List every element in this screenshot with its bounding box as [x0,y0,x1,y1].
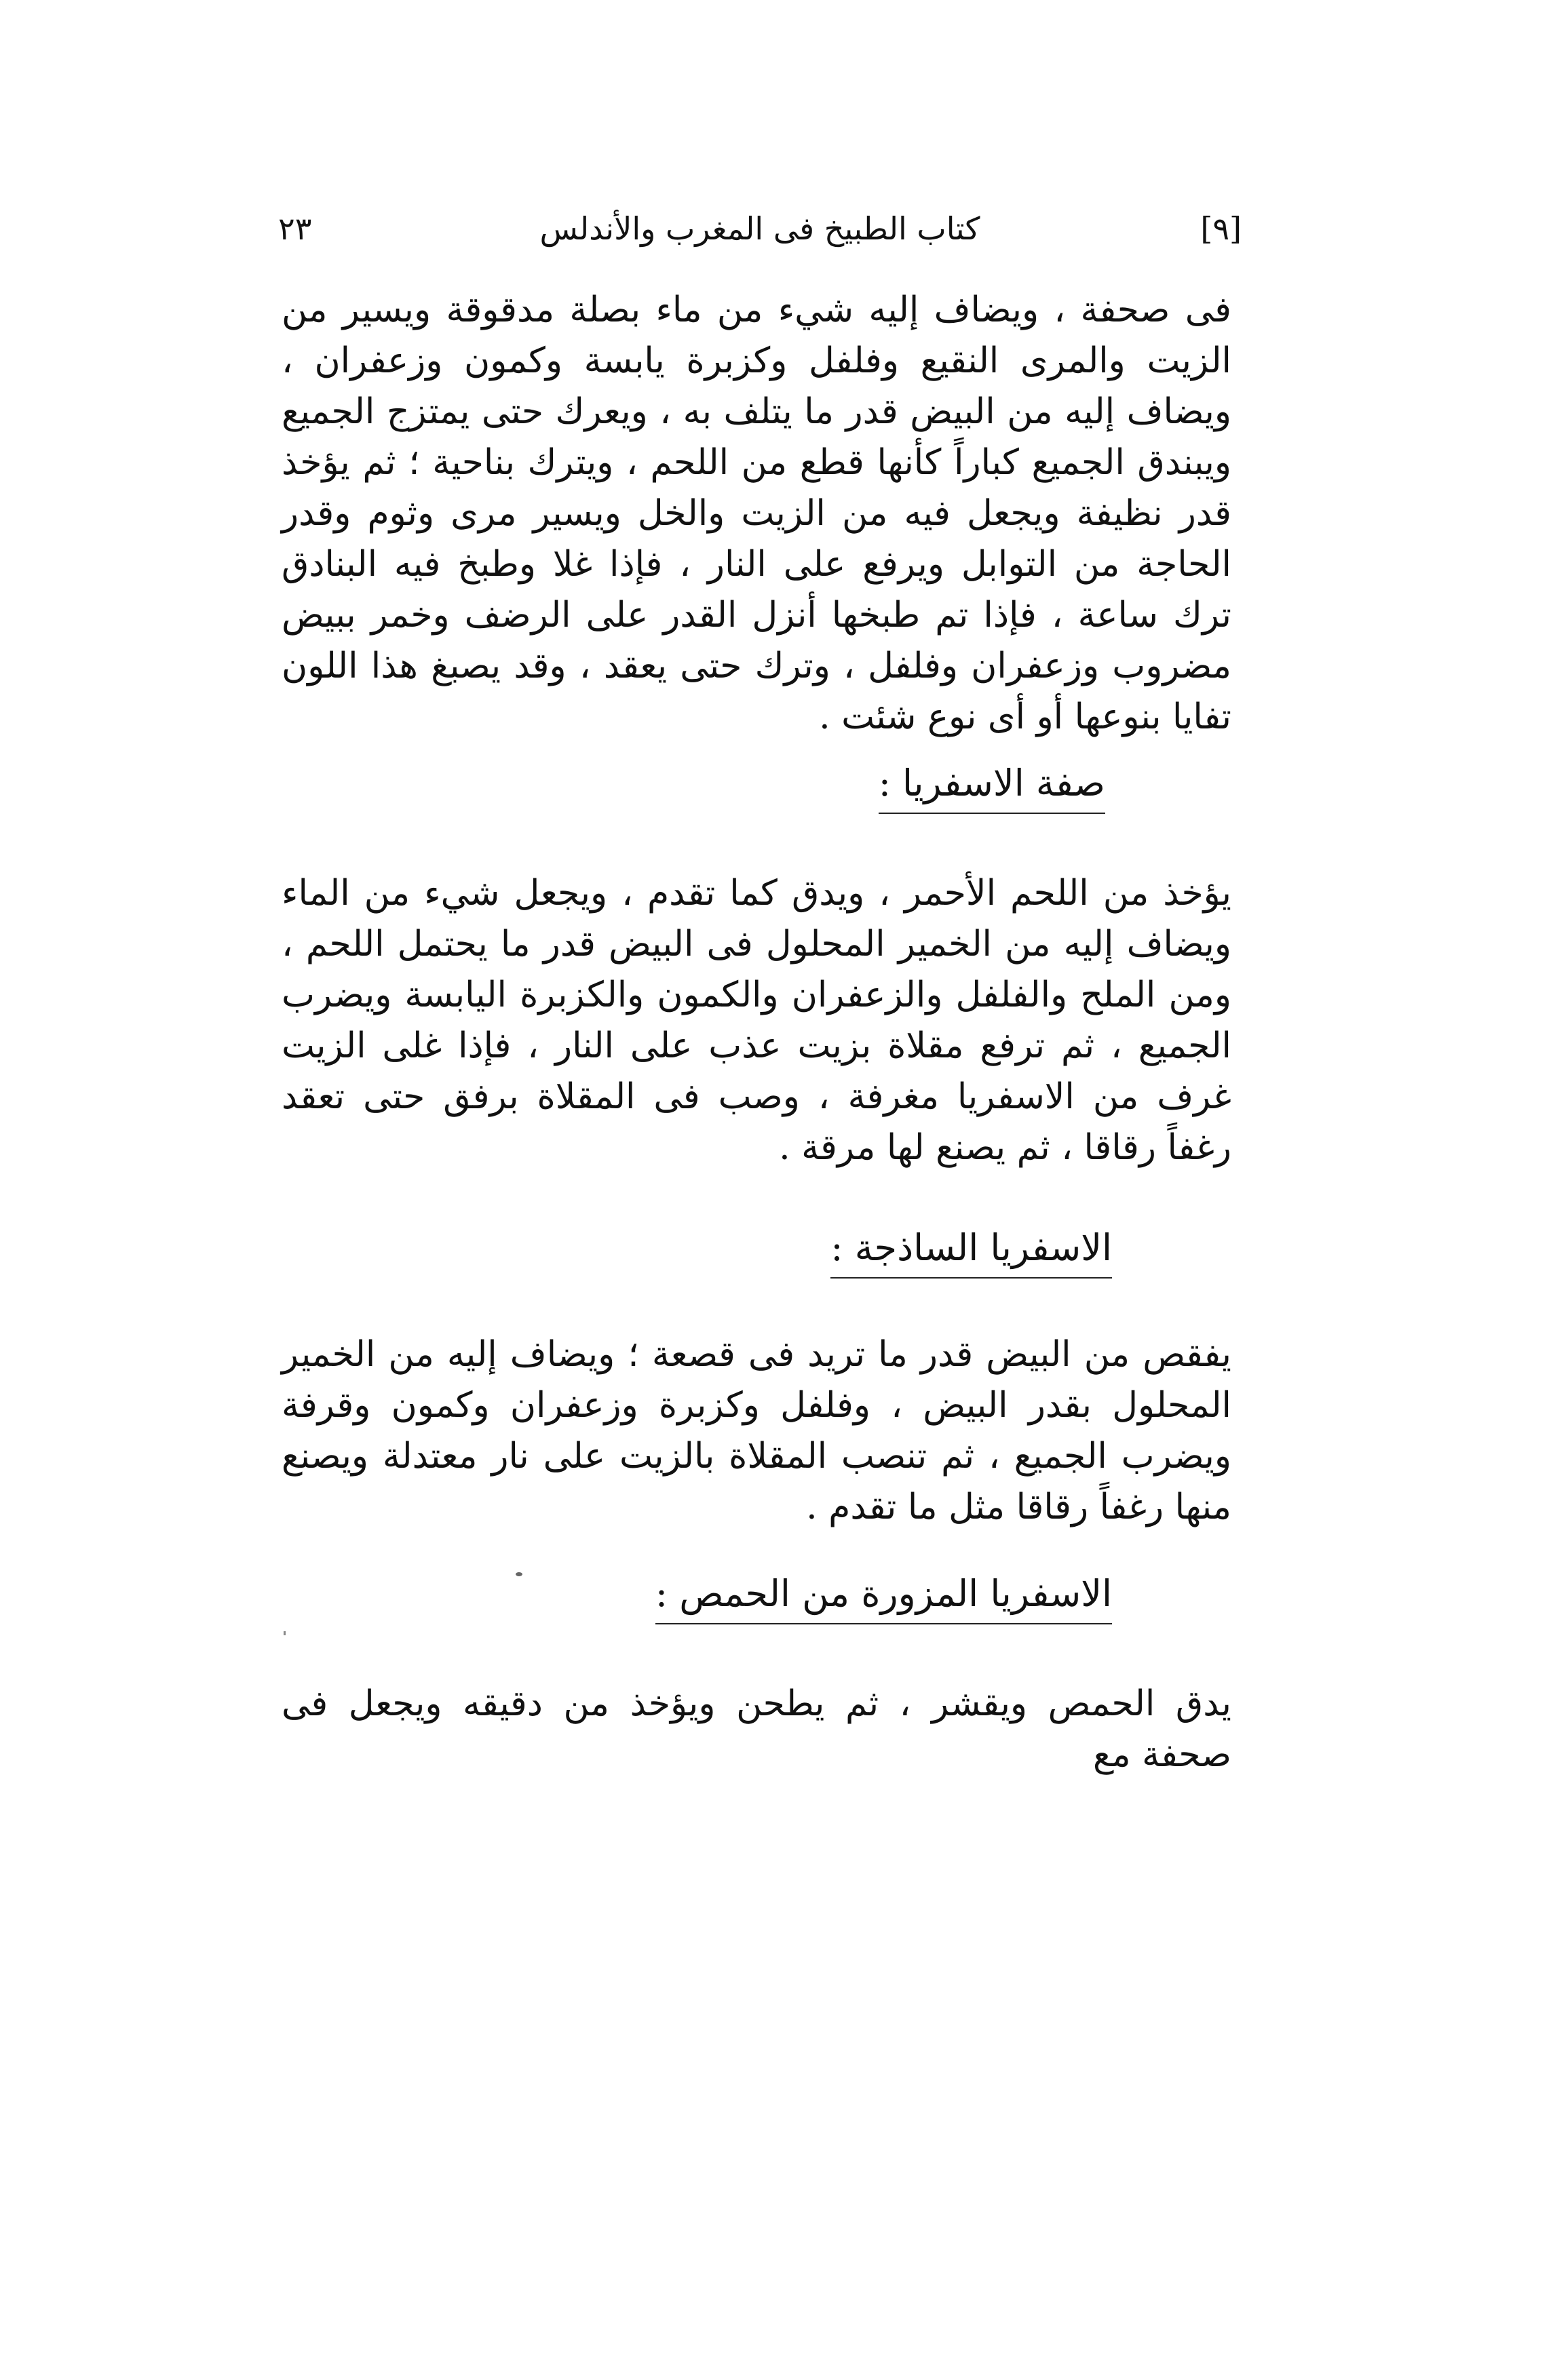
running-title: كتاب الطبيخ فى المغرب والأندلس [539,210,980,247]
section-body-mock-isfiriya: يدق الحمص ويقشر ، ثم يطحن ويؤخذ من دقيقه ويجعل فى صحفة مع [282,1683,1232,1775]
page-number: ٢٣ [278,210,312,247]
section-body-plain-isfiriya: يفقص من البيض قدر ما تريد فى قصعة ؛ ويضاف إليه من الخمير المحلول بقدر البيض ، وفلفل وكزبرة وزعفران وكمون وقرفة ويضرب الجميع ، ثم تنصب المقلاة بالزيت على نار معتدلة ويصنع منها رغفاً رقاقا مثل ما تقدم . [282,1334,1231,1527]
section-heading-mock-isfiriya: الاسفريا المزورة من الحمص : [655,1570,1112,1624]
section-heading-isfiriya: صفة الاسفريا : [879,760,1105,814]
section-body-isfiriya: يؤخذ من اللحم الأحمر ، ويدق كما تقدم ، ويجعل شيء من الماء ويضاف إليه من الخمير المحلول فى البيض قدر ما يحتمل اللحم ، ومن الملح والفلفل والزعفران والكمون والكزبرة اليابسة ويضرب الجميع ، ثم ترفع مقلاة بزيت عذب على النار ، فإذا غلى الزيت غرف من الاسفريا مغرفة ، وصب فى المقلاة برفق حتى تعقد رغفاً رقاقا ، ثم يصنع لها مرقة . [282,873,1231,1168]
ink-speck [516,1572,522,1576]
margin-mark [284,1631,286,1635]
chapter-number: [٩] [1200,210,1242,247]
page-header [278,203,1242,265]
intro-paragraph: فى صحفة ، ويضاف إليه شيء من ماء بصلة مدقوقة ويسير من الزيت والمرى النقيع وفلفل وكزبرة يابسة وكمون وزعفران ، ويضاف إليه من البيض قدر ما يتلف به ، ويعرك حتى يمتزج الجميع ويبندق الجميع كباراً كأنها قطع من اللحم ، ويترك بناحية ؛ ثم يؤخذ قدر نظيفة ويجعل فيه من الزيت والخل ويسير مرى وثوم وقدر الحاجة من التوابل ويرفع على النار ، فإذا غلا وطبخ فيه البنادق ترك ساعة ، فإذا تم طبخها أنزل القدر على الرضف وخمر ببيض مضروب وزعفران وفلفل ، وترك حتى يعقد ، وقد يصبغ هذا اللون تفايا بنوعها أو أى نوع شئت . [282,290,1231,737]
section-heading-plain-isfiriya: الاسفريا الساذجة : [830,1224,1112,1279]
